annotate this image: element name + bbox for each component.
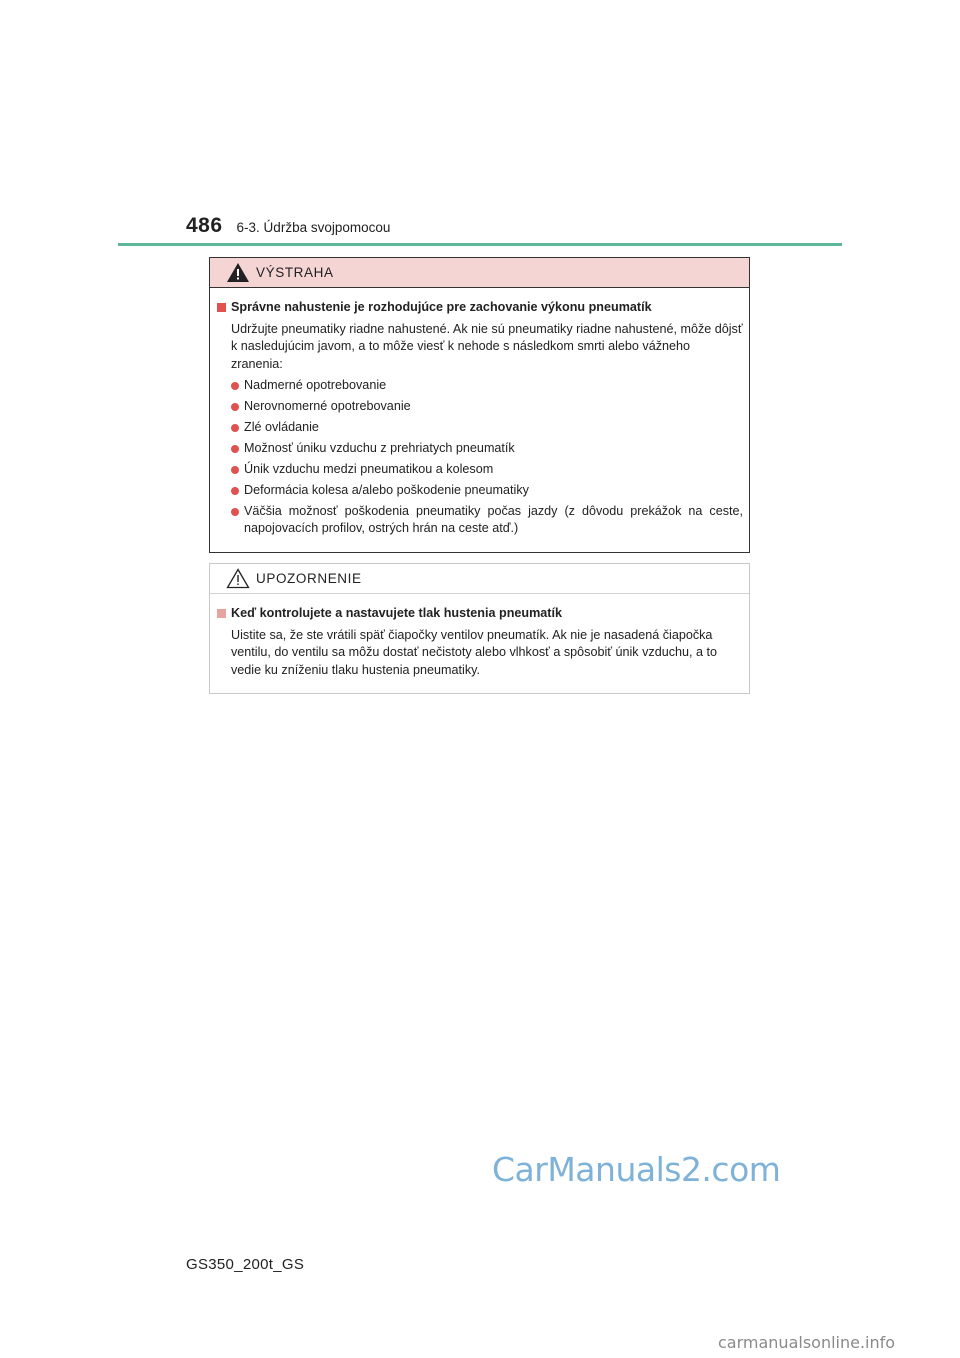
notice-paragraph: Uistite sa, že ste vrátili späť čiapočky ventilov pneumatík. Ak nie je nasadená čiapočka ventilu, do ventilu sa môžu dostať nečistoty alebo vlhkosť a spôsobiť únik vzduchu, a to vedie ku zníženiu tlaku hustenia pneumatiky. <box>231 627 718 677</box>
bullet-dot-icon <box>231 466 239 474</box>
page-header <box>186 214 390 238</box>
list-item: Nadmerné opotrebovanie <box>231 377 743 395</box>
bullet-dot-icon <box>231 424 239 432</box>
list-item: Únik vzduchu medzi pneumatikou a kolesom <box>231 461 743 479</box>
notice-body <box>210 594 749 679</box>
notice-heading <box>217 605 743 623</box>
warning-paragraph: Udržujte pneumatiky riadne nahustené. Ak nie sú pneumatiky riadne nahustené, môže dôjsť k nasledujúcim javom, a to môže viesť k nehode s následkom smrti alebo vážneho zranenia: <box>231 321 743 371</box>
watermark-logo: CarManuals2.com <box>492 1150 781 1189</box>
notice-box <box>209 563 750 694</box>
list-item: Deformácia kolesa a/alebo poškodenie pneumatiky <box>231 482 743 500</box>
notice-header <box>210 564 749 594</box>
list-item: Väčšia možnosť poškodenia pneumatiky počas jazdy (z dôvodu prekážok na ceste, napojovacích profilov, ostrých hrán na ceste atď.) <box>231 503 743 538</box>
warning-label: VÝSTRAHA <box>256 265 334 280</box>
warning-triangle-icon <box>226 262 250 283</box>
list-item: Nerovnomerné opotrebovanie <box>231 398 743 416</box>
model-code: GS350_200t_GS <box>186 1256 305 1273</box>
notice-label: UPOZORNENIE <box>256 571 362 586</box>
warning-body <box>210 288 749 538</box>
bullet-dot-icon <box>231 487 239 495</box>
warning-heading-text: Správne nahustenie je rozhodujúce pre zachovanie výkonu pneumatík <box>231 300 652 314</box>
square-bullet-icon <box>217 303 226 312</box>
list-item: Možnosť úniku vzduchu z prehriatych pneumatík <box>231 440 743 458</box>
header-divider <box>118 243 842 246</box>
bullet-dot-icon <box>231 403 239 411</box>
list-item: Zlé ovládanie <box>231 419 743 437</box>
warning-box <box>209 257 750 553</box>
warning-heading <box>217 299 743 317</box>
bullet-dot-icon <box>231 382 239 390</box>
bullet-dot-icon <box>231 508 239 516</box>
section-title: 6-3. Údržba svojpomocou <box>236 220 391 235</box>
warning-list <box>231 377 743 538</box>
bullet-dot-icon <box>231 445 239 453</box>
page-number: 486 <box>186 214 223 237</box>
notice-heading-text: Keď kontrolujete a nastavujete tlak hustenia pneumatík <box>231 606 562 620</box>
warning-header <box>210 258 749 288</box>
square-bullet-icon <box>217 609 226 618</box>
caution-triangle-icon <box>226 568 250 589</box>
watermark-corner: carmanualsonline.info <box>718 1333 896 1352</box>
